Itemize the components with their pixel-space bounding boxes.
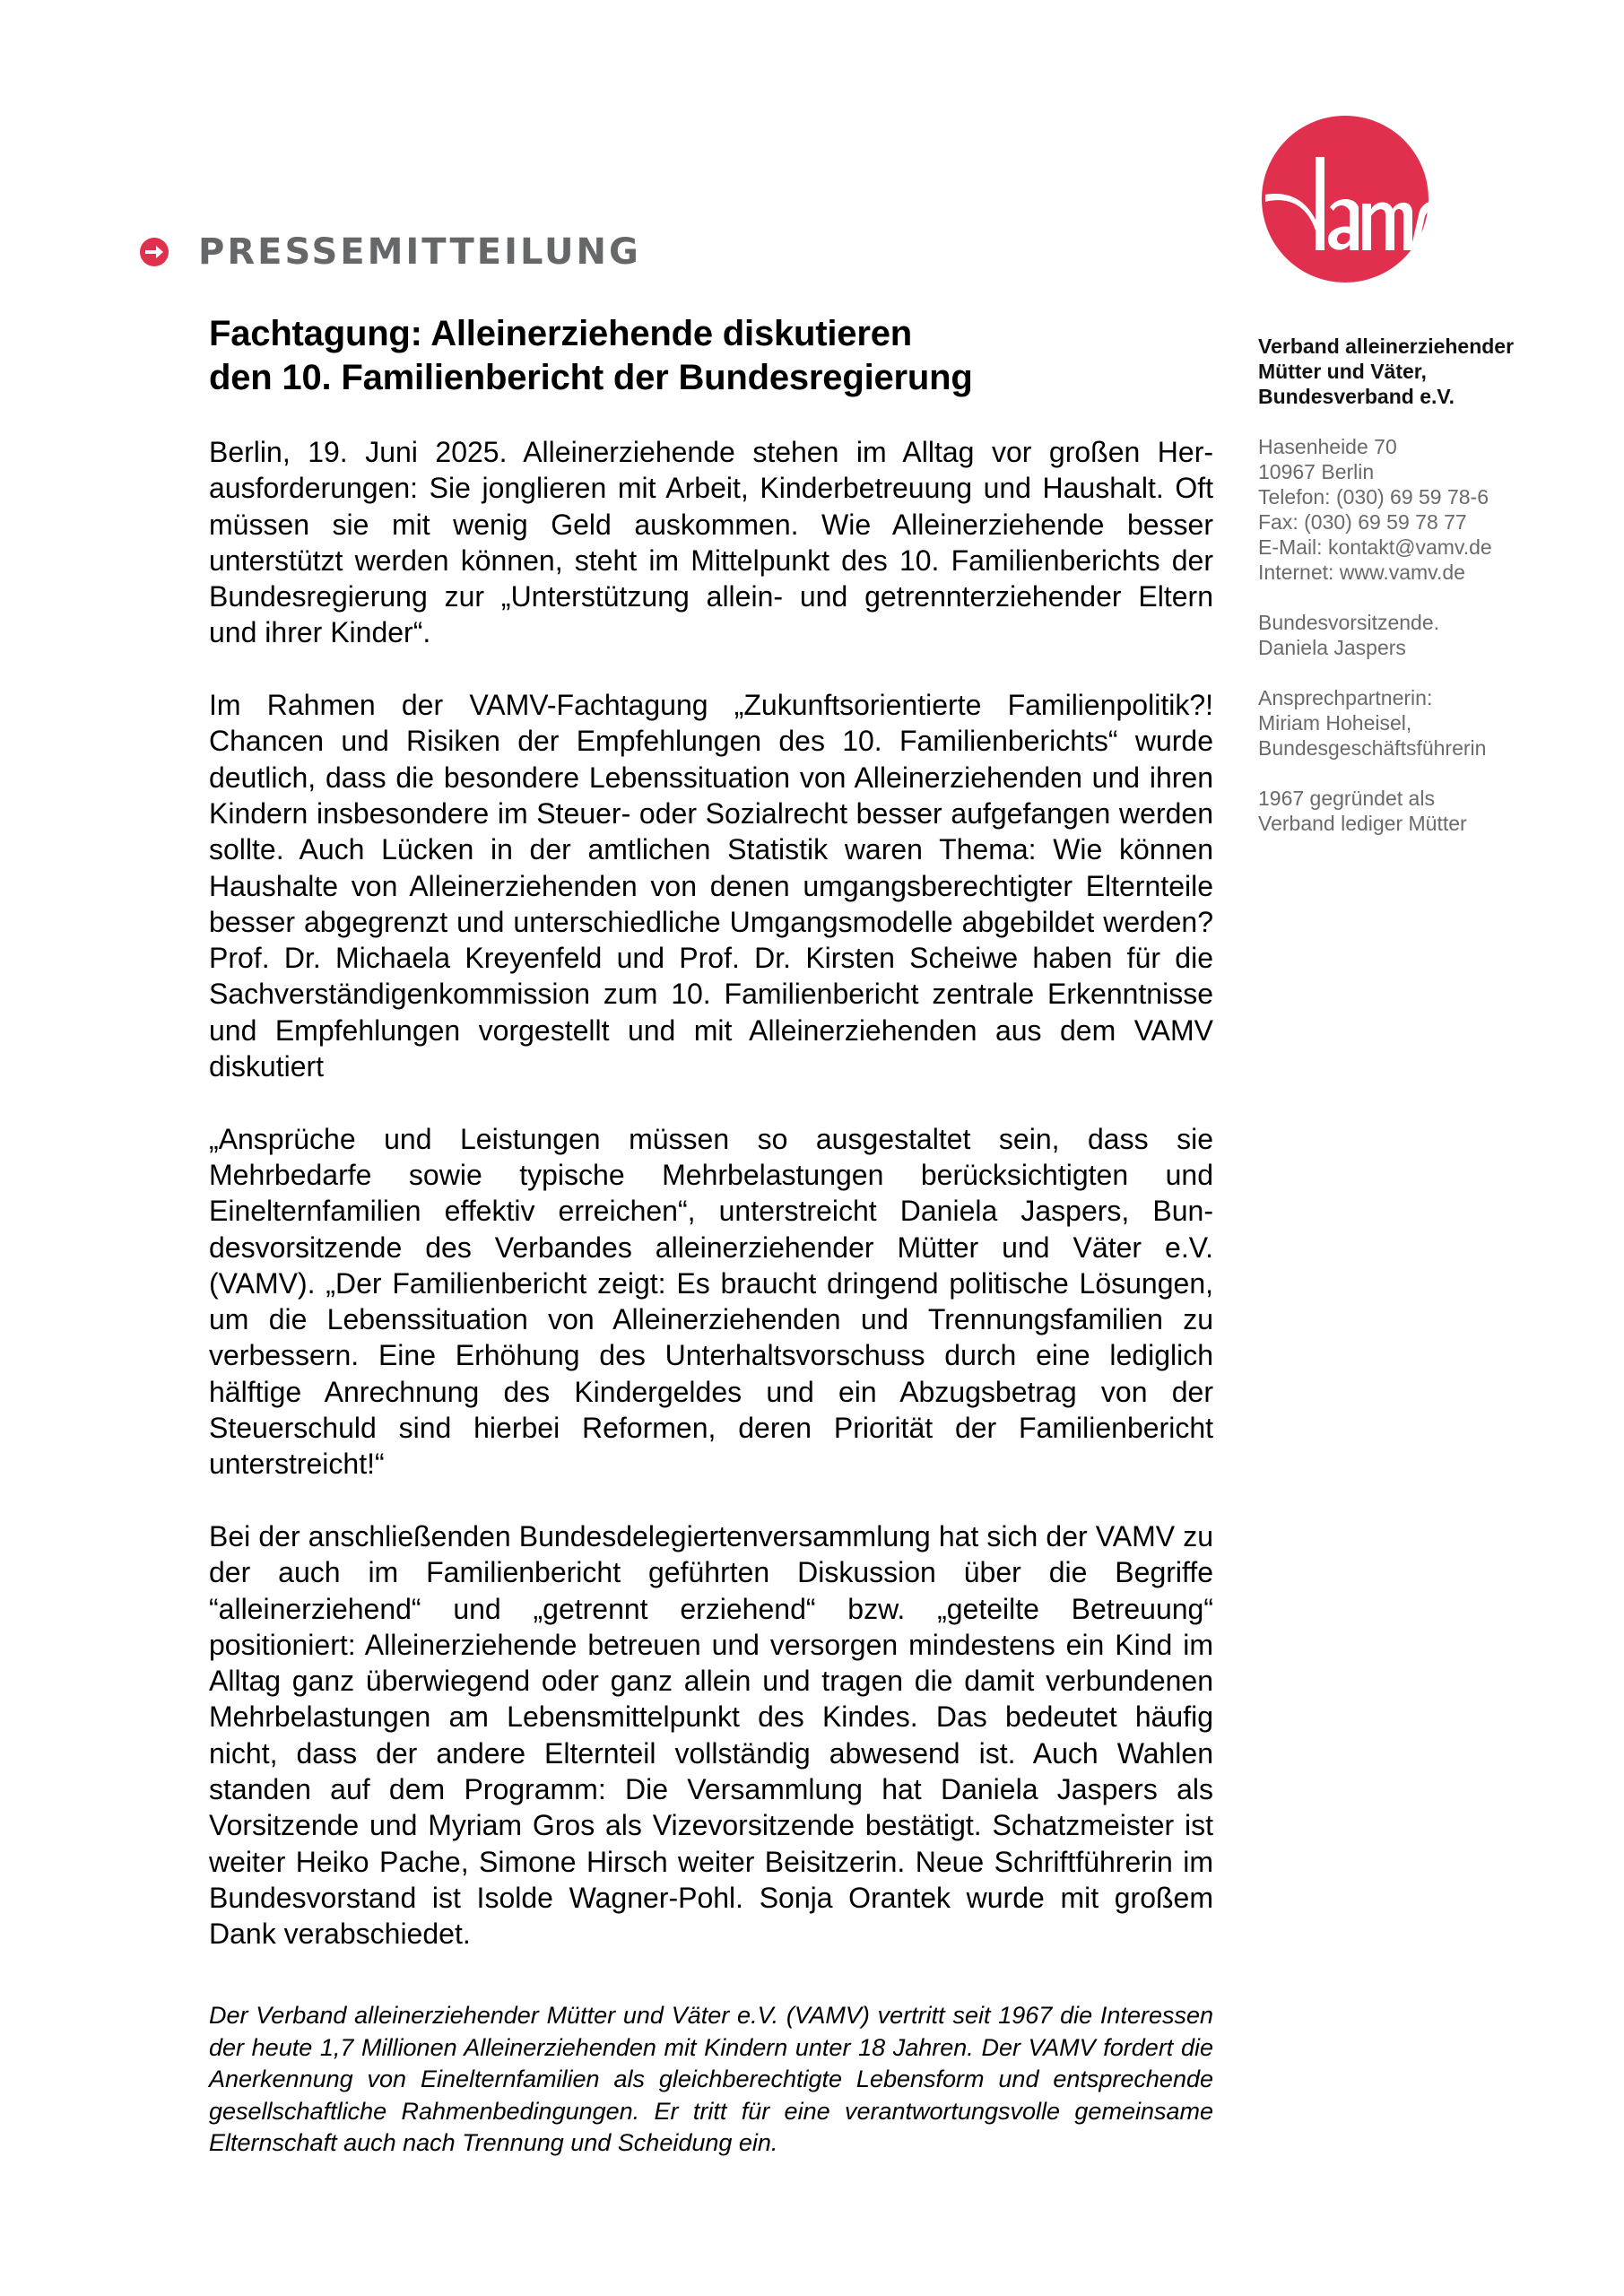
chair-block: Bundesvorsitzende. Daniela Jaspers	[1258, 611, 1440, 659]
title-line-1: Fachtagung: Alleinerziehende diskutieren	[209, 314, 912, 353]
street: Hasenheide 70	[1258, 435, 1397, 458]
boilerplate: Der Verband alleinerziehender Mütter und Väter e.V. (VAMV) vertritt seit 1967 die Interessen der heute 1,7 Millionen Alleinerziehenden mit Kindern unter 18 Jahren. Der VAMV fordert die Anerkennung von Einelternfamilien als gleichberechtigte Lebensform und entsprechende gesellschaftliche Rahmenbedingungen. Er tritt für eine verantwortungsvolle gemeinsame Elternschaft auch nach Trennung und Scheidung ein.	[209, 2002, 1213, 2157]
fax: Fax: (030) 69 59 78 77	[1258, 510, 1467, 534]
press-release-body	[209, 434, 1213, 2160]
vamv-logo-icon	[1260, 114, 1430, 284]
press-release-header	[139, 230, 641, 274]
city: 10967 Berlin	[1258, 460, 1375, 483]
press-release-label: PRESSEMITTEILUNG	[198, 231, 641, 273]
paragraph-intro: Berlin, 19. Juni 2025. Alleinerziehende stehen im Alltag vor großen Herausforderungen: Sie jonglieren mit Arbeit, Kinderbetreuung und Haushalt. Oft müssen sie mit wenig Geld auskommen. Wie Alleinerziehende besser unterstützt werden können, steht im Mittelpunkt des 10. Familienberichts der Bundesregierung zur „Unterstützung allein- und getrennterziehender Eltern und ihrer Kinder“.	[209, 436, 1213, 649]
organization-name: Verband alleinerziehender Mütter und Väter, Bundesverband e.V.	[1258, 335, 1515, 408]
vamv-logo	[1260, 114, 1430, 284]
phone: Telefon: (030) 69 59 78-6	[1258, 485, 1489, 509]
sidebar-contact-info	[1258, 334, 1599, 861]
title-line-2: den 10. Familienbericht der Bundesregierung	[209, 358, 973, 397]
paragraph-quote: „Ansprüche und Leistungen müssen so ausgestaltet sein, dass sie Mehrbedarfe sowie typische Mehrbelastungen berücksichtigten und Einelternfamilien effektiv erreichen“, unterstreicht Daniela Jaspers, Bundesvorsitzende des Verbandes alleinerziehender Mütter und Väter e.V. (VAMV). „Der Familienbericht zeigt: Es braucht dringend politische Lösungen, um die Lebenssituation von Alleinerziehenden und Trennungsfamilien zu verbessern. Eine Erhöhung des Unterhaltsvorschuss durch eine lediglich hälftige Anrechnung des Kindergeldes und ein Abzugsbetrag von der Steuerschuld sind hierbei Reformen, deren Priorität der Familienbericht unterstreicht!“	[209, 1122, 1213, 1481]
address-block	[1258, 434, 1599, 585]
paragraph-assembly: Bei der anschließenden Bundesdelegiertenversammlung hat sich der VAMV zu der auch im Familienbericht geführten Diskussion über die Begriffe “alleinerziehend“ und „getrennt erziehend“ bzw. „geteilte Betreuung“ positioniert: Alleinerziehende betreuen und versorgen mindestens ein Kind im Alltag ganz überwiegend oder ganz allein und tragen die damit verbundenen Mehrbelastungen am Lebensmittelpunkt des Kindes. Das bedeutet häufig nicht, dass der andere Elternteil vollständig abwesend ist. Auch Wahlen standen auf dem Programm: Die Versammlung hat Daniela Jaspers als Vorsitzende und Myriam Gros als Vizevorsitzende bestätigt. Schatzmeister ist weiter Heiko Pache, Simone Hirsch weiter Beisitzerin. Neue Schriftführerin im Bundesvorstand ist Isolde Wagner-Pohl. Sonja Orantek wurde mit großem Dank verabschiedet.	[209, 1519, 1213, 1951]
email-link[interactable]: E-Mail: kontakt@vamv.de	[1258, 535, 1492, 559]
page-title	[209, 312, 1213, 400]
founded-block: 1967 gegründet als Verband lediger Mütter	[1258, 787, 1467, 835]
arrow-right-circle-icon	[139, 237, 169, 267]
contact-person-block: Ansprechpartnerin: Miriam Hoheisel, Bundesgeschäftsführerin	[1258, 686, 1487, 760]
paragraph-conference: Im Rahmen der VAMV-Fachtagung „Zukunftsorientierte Familienpolitik?! Chancen und Risiken der Empfehlungen des 10. Familienberichts“ wurde deutlich, dass die besondere Lebenssituation von Alleinerziehenden und ihren Kindern insbesondere im Steuer- oder Sozialrecht besser aufgefangen werden sollte. Auch Lücken in der amtlichen Statistik waren Thema: Wie können Haushalte von Alleinerziehenden von denen umgangsberechtigter Elternteile besser abgegrenzt und unterschiedliche Umgangsmodelle abgebildet werden? Prof. Dr. Michaela Kreyenfeld und Prof. Dr. Kirsten Scheiwe haben für die Sachverständigenkommission zum 10. Familienbericht zentrale Erkenntnisse und Empfehlungen vorgestellt und mit Alleinerziehenden aus dem VAMV diskutiert	[209, 689, 1213, 1083]
website-link[interactable]: Internet: www.vamv.de	[1258, 561, 1465, 584]
